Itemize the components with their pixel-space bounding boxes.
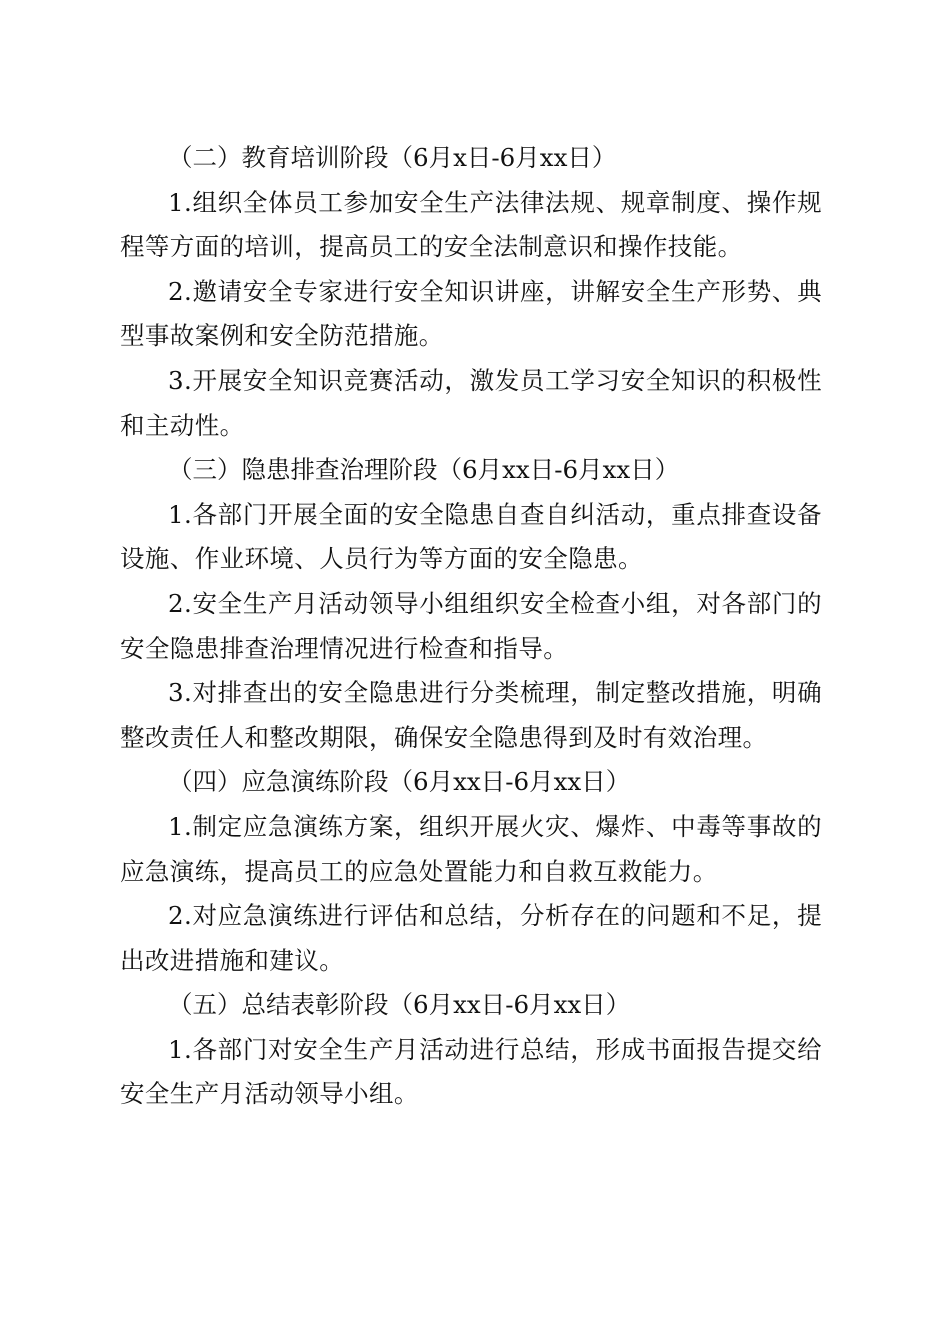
section-heading: （四）应急演练阶段（6月xx日-6月xx日） [168, 767, 631, 797]
document-body [120, 136, 822, 1117]
section-heading: （五）总结表彰阶段（6月xx日-6月xx日） [168, 990, 631, 1020]
list-item: 2.安全生产月活动领导小组组织安全检查小组，对各部门的安全隐患排查治理情况进行检查和指导。 [120, 588, 822, 663]
list-item: 3.对排查出的安全隐患进行分类梳理，制定整改措施，明确整改责任人和整改期限，确保安全隐患得到及时有效治理。 [120, 678, 822, 752]
section-emergency-drill [120, 760, 822, 983]
list-item: 2.对应急演练进行评估和总结，分析存在的问题和不足，提出改进措施和建议。 [120, 901, 822, 975]
section-summary-commendation [120, 983, 822, 1117]
list-item: 2.邀请安全专家进行安全知识讲座，讲解安全生产形势、典型事故案例和安全防范措施。 [120, 276, 822, 351]
section-hazard-inspection [120, 448, 822, 760]
list-item: 1.制定应急演练方案，组织开展火灾、爆炸、中毒等事故的应急演练，提高员工的应急处置能力和自救互救能力。 [120, 811, 822, 886]
list-item: 1.组织全体员工参加安全生产法律法规、规章制度、操作规程等方面的培训，提高员工的安全法制意识和操作技能。 [120, 187, 822, 262]
section-education-training [120, 136, 822, 448]
section-heading: （三）隐患排查治理阶段（6月xx日-6月xx日） [168, 455, 680, 485]
list-item: 1.各部门对安全生产月活动进行总结，形成书面报告提交给安全生产月活动领导小组。 [120, 1034, 822, 1109]
list-item: 1.各部门开展全面的安全隐患自查自纠活动，重点排查设备设施、作业环境、人员行为等方面的安全隐患。 [120, 499, 822, 574]
list-item: 3.开展安全知识竞赛活动，激发员工学习安全知识的积极性和主动性。 [120, 365, 822, 440]
section-heading: （二）教育培训阶段（6月x日-6月xx日） [168, 143, 617, 172]
